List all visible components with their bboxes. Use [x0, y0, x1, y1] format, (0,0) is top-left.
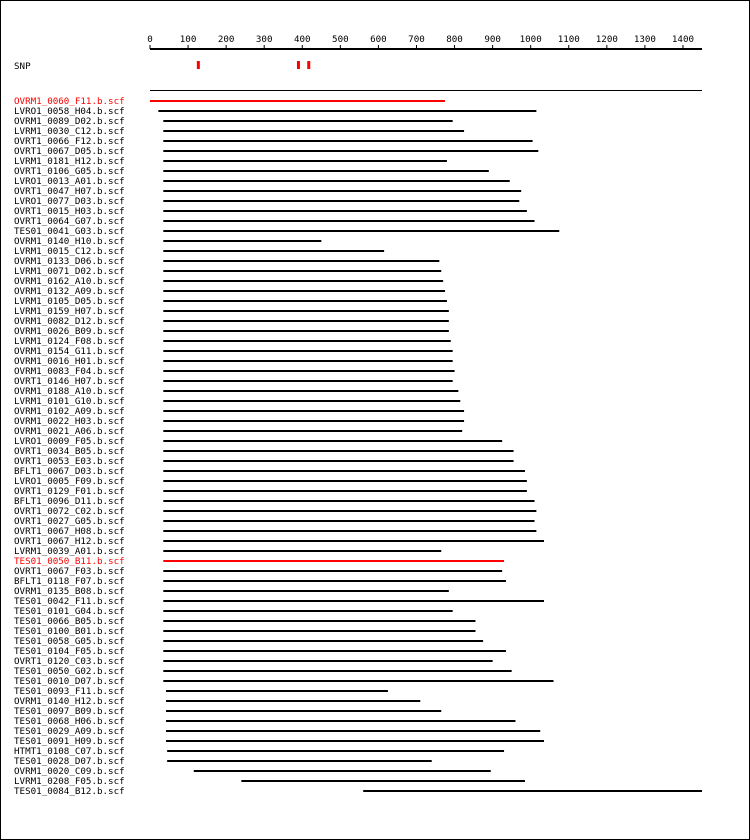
read-label: LVRO1_0009_F05.b.scf [14, 436, 125, 447]
read-label: OVRM1_0060_F11.b.scf [14, 96, 125, 107]
read-label: OVRM1_0154_G11.b.scf [14, 346, 125, 357]
read-label: OVRT1_0027_G05.b.scf [14, 516, 125, 527]
axis-tick-label: 100 [179, 34, 197, 45]
axis-tick-label: 1200 [595, 34, 618, 45]
read-label: LVRM1_0015_C12.b.scf [14, 246, 125, 257]
read-label: OVRT1_0146_H07.b.scf [14, 376, 125, 387]
axis-tick-label: 800 [446, 34, 463, 45]
read-label: HTMT1_0108_C07.b.scf [14, 746, 125, 757]
read-label: OVRM1_0082_D12.b.scf [14, 316, 125, 327]
read-label: LVRM1_0124_F08.b.scf [14, 336, 125, 347]
read-label: OVRT1_0066_F12.b.scf [14, 136, 125, 147]
read-label: OVRT1_0015_H03.b.scf [14, 206, 125, 217]
read-label: TES01_0042_F11.b.scf [14, 596, 125, 607]
read-label: BFLT1_0096_D11.b.scf [14, 496, 125, 507]
axis-tick-label: 200 [217, 34, 235, 45]
read-label: LVRM1_0039_A01.b.scf [14, 546, 125, 557]
read-label: OVRM1_0021_A06.b.scf [14, 426, 125, 437]
read-label: OVRT1_0120_C03.b.scf [14, 656, 125, 667]
read-label: LVRO1_0058_H04.b.scf [14, 106, 125, 117]
read-label: TES01_0058_G05.b.scf [14, 636, 125, 647]
axis-tick-label: 0 [147, 34, 153, 45]
read-label: TES01_0101_G04.b.scf [14, 606, 125, 617]
read-label: OVRM1_0188_A10.b.scf [14, 386, 125, 397]
read-label: LVRM1_0208_F05.b.scf [14, 776, 125, 787]
read-label: TES01_0028_D07.b.scf [14, 756, 125, 767]
read-label: OVRM1_0102_A09.b.scf [14, 406, 125, 417]
axis-tick-label: 1400 [671, 34, 695, 45]
read-label: TES01_0050_B11.b.scf [14, 556, 125, 567]
read-label: OVRT1_0106_G05.b.scf [14, 166, 125, 177]
snp-track [14, 61, 702, 91]
read-label: OVRT1_0064_G07.b.scf [14, 216, 125, 227]
read-label: LVRO1_0013_A01.b.scf [14, 176, 125, 187]
read-label: LVRM1_0159_H07.b.scf [14, 306, 125, 317]
read-label: OVRT1_0034_B05.b.scf [14, 446, 125, 457]
read-label: BFLT1_0067_D03.b.scf [14, 466, 125, 477]
read-label: OVRM1_0026_B09.b.scf [14, 326, 125, 337]
read-label: OVRM1_0083_F04.b.scf [14, 366, 125, 377]
read-label: OVRM1_0022_H03.b.scf [14, 416, 125, 427]
read-label: OVRM1_0133_D06.b.scf [14, 256, 125, 267]
axis-tick-label: 700 [408, 34, 425, 45]
read-label: OVRT1_0067_D05.b.scf [14, 146, 125, 157]
read-label: OVRT1_0067_H12.b.scf [14, 536, 125, 547]
read-label: TES01_0029_A09.b.scf [14, 726, 125, 737]
read-label: LVRM1_0030_C12.b.scf [14, 126, 125, 137]
axis-tick-label: 1300 [633, 34, 656, 45]
read-label: TES01_0100_B01.b.scf [14, 626, 125, 637]
read-list [14, 96, 702, 797]
snp-label: SNP [14, 61, 31, 72]
axis-tick-label: 1100 [557, 34, 580, 45]
snp-marker [307, 61, 310, 69]
read-label: OVRM1_0162_A10.b.scf [14, 276, 125, 287]
read-label: OVRM1_0140_H10.b.scf [14, 236, 125, 247]
ruler-axis [147, 34, 702, 49]
read-label: OVRM1_0135_B08.b.scf [14, 586, 125, 597]
read-label: LVRO1_0077_D03.b.scf [14, 196, 125, 207]
snp-marker [297, 61, 300, 69]
read-label: OVRT1_0129_F01.b.scf [14, 486, 125, 497]
read-label: BFLT1_0118_F07.b.scf [14, 576, 125, 587]
read-label: TES01_0050_G02.b.scf [14, 666, 125, 677]
read-label: TES01_0084_B12.b.scf [14, 786, 125, 797]
read-label: OVRM1_0140_H12.b.scf [14, 696, 125, 707]
read-label: TES01_0097_B09.b.scf [14, 706, 125, 717]
read-label: OVRT1_0053_E03.b.scf [14, 456, 125, 467]
axis-tick-label: 300 [255, 34, 273, 45]
axis-tick-label: 500 [332, 34, 349, 45]
read-label: OVRT1_0072_C02.b.scf [14, 506, 125, 517]
read-label: LVRO1_0005_F09.b.scf [14, 476, 125, 487]
read-label: TES01_0093_F11.b.scf [14, 686, 125, 697]
read-label: LVRM1_0105_D05.b.scf [14, 296, 125, 307]
snp-marker [197, 61, 200, 69]
read-label: TES01_0068_H06.b.scf [14, 716, 125, 727]
read-label: LVRM1_0101_G10.b.scf [14, 396, 125, 407]
read-label: LVRM1_0181_H12.b.scf [14, 156, 125, 167]
read-label: OVRT1_0067_F03.b.scf [14, 566, 125, 577]
read-label: OVRM1_0132_A09.b.scf [14, 286, 125, 297]
read-label: TES01_0104_F05.b.scf [14, 646, 125, 657]
read-label: OVRT1_0047_H07.b.scf [14, 186, 125, 197]
axis-tick-label: 400 [293, 34, 311, 45]
read-label: TES01_0091_H09.b.scf [14, 736, 125, 747]
axis-tick-label: 1000 [519, 34, 542, 45]
read-label: LVRM1_0071_D02.b.scf [14, 266, 125, 277]
axis-tick-label: 900 [484, 34, 501, 45]
read-label: OVRT1_0067_H08.b.scf [14, 526, 125, 537]
axis-tick-label: 600 [370, 34, 387, 45]
read-label: TES01_0010_D07.b.scf [14, 676, 125, 687]
read-label: OVRM1_0020_C09.b.scf [14, 766, 125, 777]
read-label: OVRM1_0089_D02.b.scf [14, 116, 125, 127]
read-label: TES01_0041_G03.b.scf [14, 226, 125, 237]
read-label: TES01_0066_B05.b.scf [14, 616, 125, 627]
read-label: OVRM1_0016_H01.b.scf [14, 356, 125, 367]
